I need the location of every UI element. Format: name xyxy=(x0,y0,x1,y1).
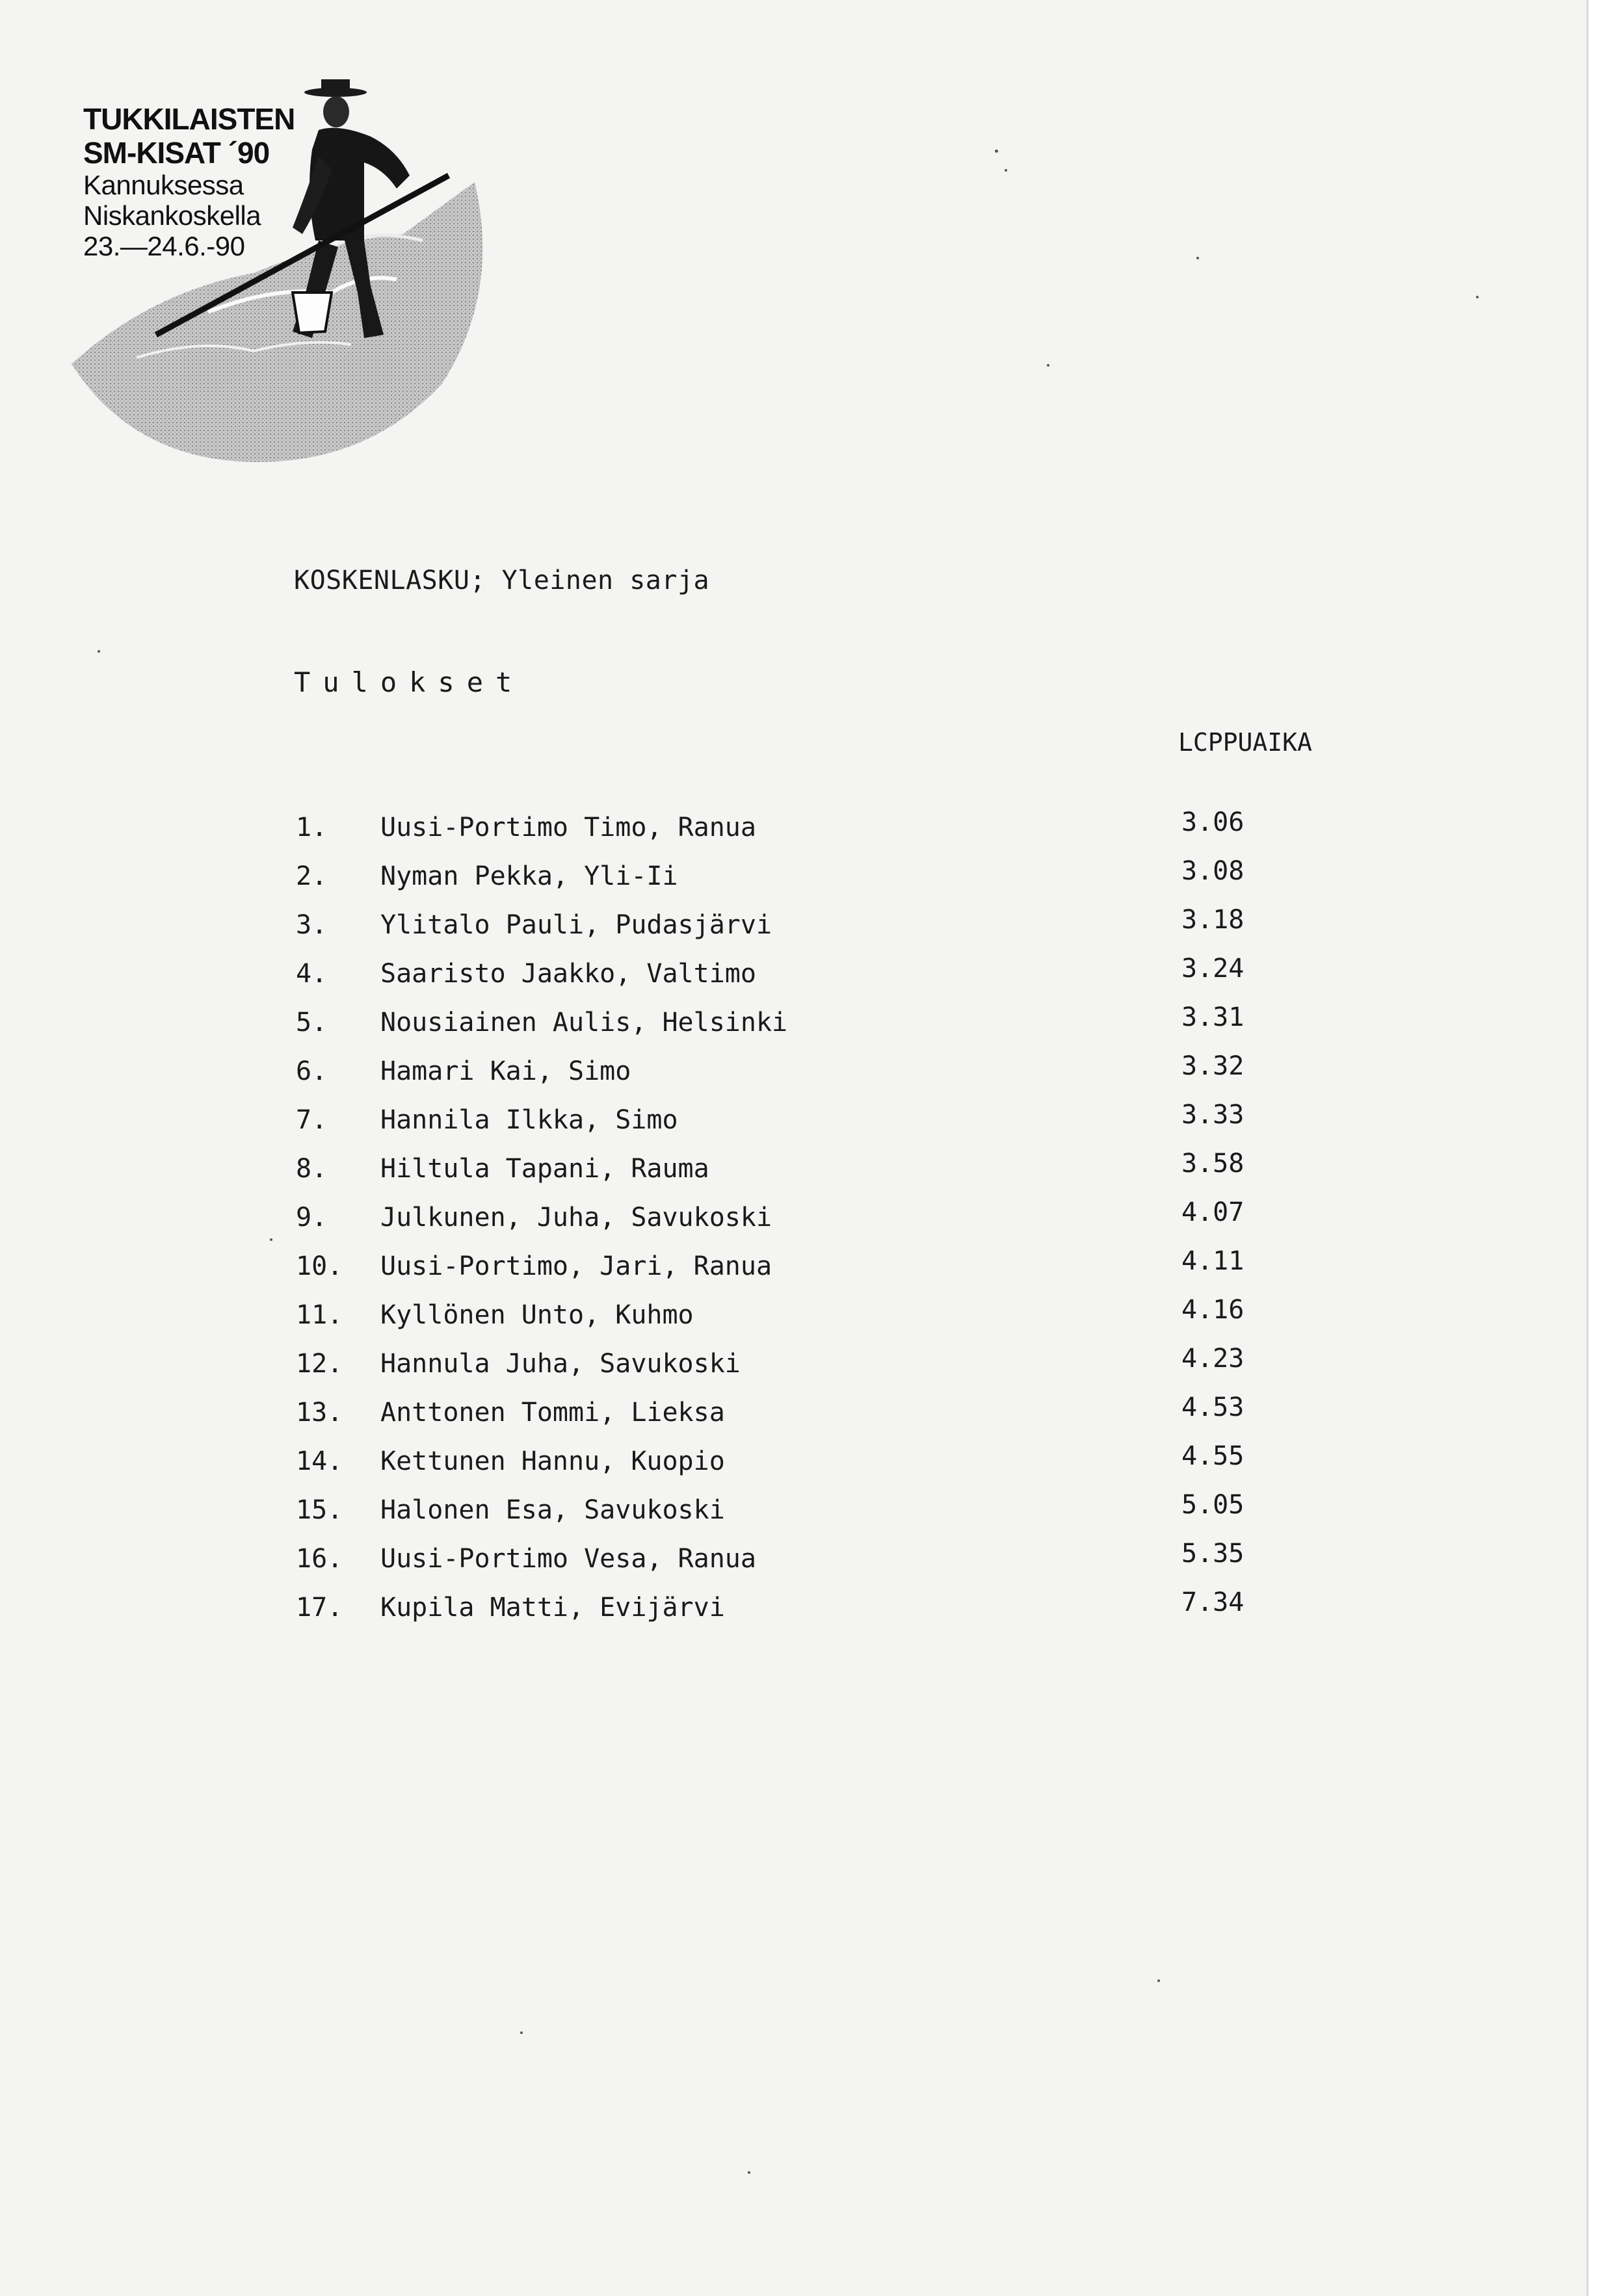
result-row xyxy=(296,1149,1336,1203)
logo-date-line: 23.—24.6.-90 xyxy=(83,231,245,261)
result-time: 3.31 xyxy=(1181,1002,1245,1032)
result-rank: 2. xyxy=(296,861,328,891)
result-row xyxy=(296,1344,1336,1398)
results-subheading: Tulokset xyxy=(294,666,525,698)
result-rank: 6. xyxy=(296,1056,328,1086)
result-time: 3.58 xyxy=(1181,1149,1245,1179)
result-competitor: Halonen Esa, Savukoski xyxy=(380,1495,725,1525)
result-competitor: Uusi-Portimo, Jari, Ranua xyxy=(380,1251,772,1281)
scan-speck xyxy=(520,2031,523,2034)
result-row xyxy=(296,1539,1336,1593)
result-rank: 3. xyxy=(296,910,328,940)
results-list xyxy=(296,807,1336,1641)
result-time: 3.32 xyxy=(1181,1051,1245,1081)
result-row xyxy=(296,905,1336,959)
result-rank: 11. xyxy=(296,1300,343,1330)
result-competitor: Kyllönen Unto, Kuhmo xyxy=(380,1300,694,1330)
result-competitor: Nousiainen Aulis, Helsinki xyxy=(380,1008,788,1037)
result-time: 4.55 xyxy=(1181,1441,1245,1471)
result-competitor: Uusi-Portimo Timo, Ranua xyxy=(380,813,756,842)
result-competitor: Hannila Ilkka, Simo xyxy=(380,1105,678,1135)
scan-speck xyxy=(748,2171,750,2174)
scan-speck xyxy=(995,150,998,153)
scan-speck xyxy=(1005,169,1007,172)
result-row xyxy=(296,1587,1336,1641)
result-rank: 14. xyxy=(296,1446,343,1476)
logo-title-line-2: SM-KISAT ´90 xyxy=(83,136,270,170)
scan-speck xyxy=(1157,1979,1160,1982)
result-time: 3.24 xyxy=(1181,954,1245,984)
result-row xyxy=(296,1002,1336,1056)
result-row xyxy=(296,1490,1336,1544)
result-competitor: Julkunen, Juha, Savukoski xyxy=(380,1203,772,1233)
result-competitor: Kettunen Hannu, Kuopio xyxy=(380,1446,725,1476)
scan-speck xyxy=(1476,296,1479,298)
scan-speck xyxy=(270,1238,272,1241)
result-rank: 9. xyxy=(296,1203,328,1233)
result-time: 3.08 xyxy=(1181,856,1245,886)
result-rank: 16. xyxy=(296,1544,343,1574)
result-rank: 5. xyxy=(296,1008,328,1037)
result-rank: 17. xyxy=(296,1593,343,1623)
result-competitor: Hiltula Tapani, Rauma xyxy=(380,1154,709,1184)
result-time: 4.16 xyxy=(1181,1295,1245,1325)
scan-speck xyxy=(98,650,100,653)
result-row xyxy=(296,807,1336,861)
result-time: 4.11 xyxy=(1181,1246,1245,1276)
result-competitor: Ylitalo Pauli, Pudasjärvi xyxy=(380,910,772,940)
result-time: 5.05 xyxy=(1181,1490,1245,1520)
result-row xyxy=(296,1051,1336,1105)
result-row xyxy=(296,954,1336,1008)
result-competitor: Nyman Pekka, Yli-Ii xyxy=(380,861,678,891)
result-competitor: Anttonen Tommi, Lieksa xyxy=(380,1398,725,1428)
result-row xyxy=(296,1295,1336,1349)
result-rank: 15. xyxy=(296,1495,343,1525)
scan-margin xyxy=(1588,0,1608,2296)
result-row xyxy=(296,1441,1336,1495)
logo-location-line-2: Niskankoskella xyxy=(83,200,261,231)
document-heading: KOSKENLASKU; Yleinen sarja xyxy=(294,566,710,595)
result-time: 3.18 xyxy=(1181,905,1245,935)
result-time: 5.35 xyxy=(1181,1539,1245,1569)
result-rank: 13. xyxy=(296,1398,343,1428)
final-time-column-header: LCPPUAIKA xyxy=(1178,728,1312,757)
result-row xyxy=(296,1197,1336,1251)
logo-text-block xyxy=(83,104,295,263)
scan-speck xyxy=(1047,364,1049,367)
result-competitor: Hannula Juha, Savukoski xyxy=(380,1349,741,1379)
result-time: 3.33 xyxy=(1181,1100,1245,1130)
scan-speck xyxy=(1196,257,1199,259)
result-row xyxy=(296,1246,1336,1300)
result-row xyxy=(296,856,1336,910)
result-rank: 7. xyxy=(296,1105,328,1135)
logo-title-line-1: TUKKILAISTEN xyxy=(83,102,295,136)
result-time: 4.23 xyxy=(1181,1344,1245,1374)
result-competitor: Saaristo Jaakko, Valtimo xyxy=(380,959,756,989)
result-rank: 10. xyxy=(296,1251,343,1281)
result-rank: 4. xyxy=(296,959,328,989)
result-rank: 8. xyxy=(296,1154,328,1184)
result-competitor: Hamari Kai, Simo xyxy=(380,1056,631,1086)
result-time: 3.06 xyxy=(1181,807,1245,837)
result-row xyxy=(296,1100,1336,1154)
result-time: 4.53 xyxy=(1181,1392,1245,1422)
result-competitor: Kupila Matti, Evijärvi xyxy=(380,1593,725,1623)
result-rank: 1. xyxy=(296,813,328,842)
event-logo xyxy=(59,78,501,468)
result-competitor: Uusi-Portimo Vesa, Ranua xyxy=(380,1544,756,1574)
result-time: 4.07 xyxy=(1181,1197,1245,1227)
result-rank: 12. xyxy=(296,1349,343,1379)
result-row xyxy=(296,1392,1336,1446)
result-time: 7.34 xyxy=(1181,1587,1245,1617)
logo-location-line-1: Kannuksessa xyxy=(83,170,244,200)
